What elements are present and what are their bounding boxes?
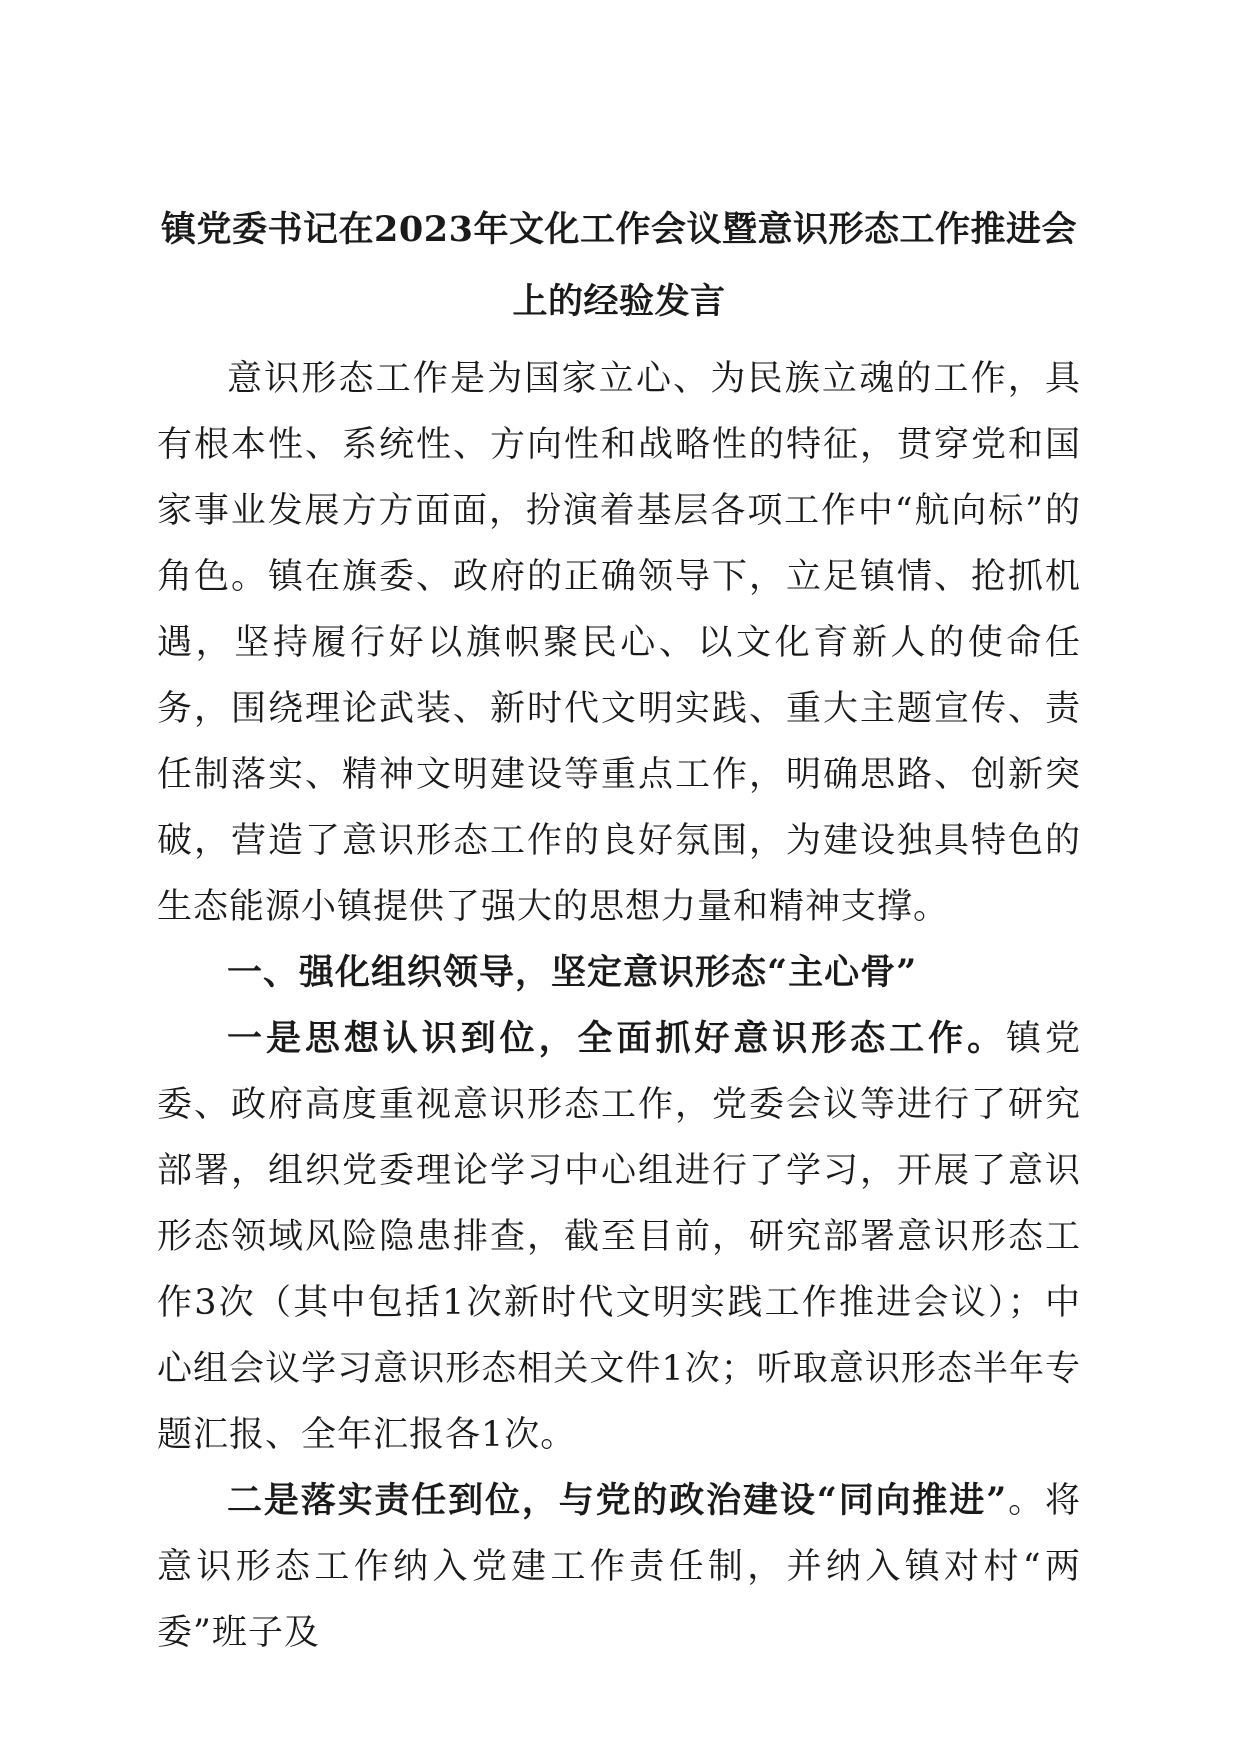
point-1-paragraph	[157, 1006, 1081, 1468]
section-heading-1: 一、强化组织领导，坚定意识形态“主心骨”	[227, 952, 918, 993]
point-1-body: 镇党委、政府高度重视意识形态工作，党委会议等进行了研究部署，组织党委理论学习中心组进行了学习，开展了意识形态领域风险隐患排查，截至目前，研究部署意识形态工作3次（其中包括1次新时代文明实践工作推进会议）；中心组会议学习意识形态相关文件1次；听取意识形态半年专题汇报、全年汇报各1次。	[157, 1019, 1081, 1455]
point-2-lead: 二是落实责任到位，与党的政治建设“同向推进”	[227, 1480, 1008, 1521]
document-page	[157, 194, 1081, 1666]
point-1-lead: 一是思想认识到位，全面抓好意识形态工作。	[227, 1018, 1007, 1059]
point-2-body: 。将意识形态工作纳入党建工作责任制，并纳入镇对村“两委”班子及	[157, 1481, 1081, 1653]
point-2-paragraph	[157, 1468, 1081, 1666]
intro-paragraph: 意识形态工作是为国家立心、为民族立魂的工作，具有根本性、系统性、方向性和战略性的特征，贯穿党和国家事业发展方方面面，扮演着基层各项工作中“航向标”的角色。镇在旗委、政府的正确领导下，立足镇情、抢抓机遇，坚持履行好以旗帜聚民心、以文化育新人的使命任务，围绕理论武装、新时代文明实践、重大主题宣传、责任制落实、精神文明建设等重点工作，明确思路、创新突破，营造了意识形态工作的良好氛围，为建设独具特色的生态能源小镇提供了强大的思想力量和精神支撑。	[157, 359, 1081, 927]
document-title: 镇党委书记在2023年文化工作会议暨意识形态工作推进会上的经验发言	[161, 209, 1077, 322]
